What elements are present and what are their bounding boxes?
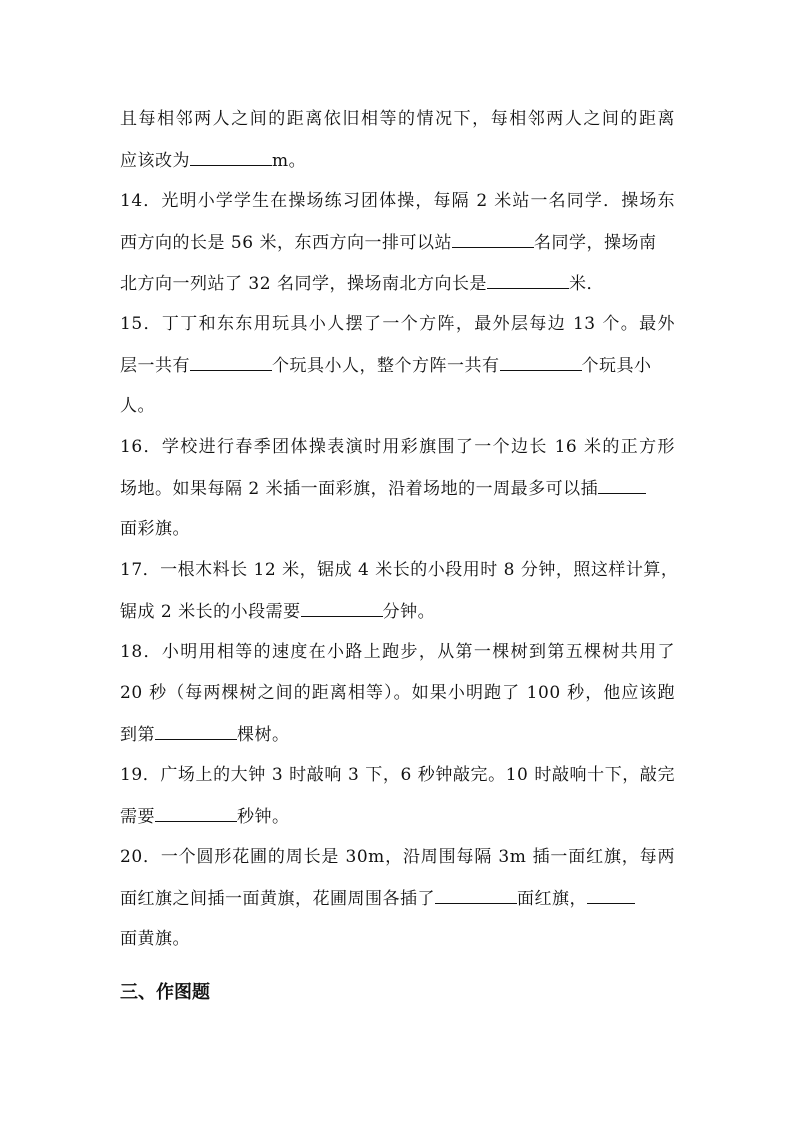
- answer-blank[interactable]: [435, 887, 517, 904]
- q14-line-3: 北方向一列站了 32 名同学，操场南北方向长是 米．: [120, 274, 604, 294]
- answer-blank[interactable]: [190, 149, 272, 166]
- q14-line-1: 14．光明小学学生在操场练习团体操，每隔 2 米站一名同学．操场东: [120, 191, 675, 211]
- q17-line-1: 17．一根木料长 12 米，锯成 4 米长的小段用时 8 分钟，照这样计算，: [120, 560, 679, 580]
- answer-blank[interactable]: [487, 272, 569, 289]
- answer-blank[interactable]: [587, 887, 635, 904]
- q20-line-2: 面红旗之间插一面黄旗，花圃周围各插了 面红旗，: [120, 887, 675, 910]
- q16-line-1: 16．学校进行春季团体操表演时用彩旗围了一个边长 16 米的正方形: [120, 437, 675, 457]
- answer-blank[interactable]: [452, 231, 534, 248]
- answer-blank[interactable]: [301, 600, 383, 617]
- answer-blank[interactable]: [598, 477, 646, 494]
- answer-blank[interactable]: [155, 805, 237, 822]
- q13-line-2: 应该改为 m。: [120, 151, 307, 171]
- q17-line-2: 锯成 2 米长的小段需要 分钟。: [120, 602, 436, 622]
- q18-line-2: 20 秒（每两棵树之间的距离相等）。如果小明跑了 100 秒，他应该跑: [120, 683, 675, 703]
- answer-blank[interactable]: [500, 354, 582, 371]
- q15-line-3: 人。: [120, 396, 155, 416]
- answer-blank[interactable]: [190, 354, 272, 371]
- q18-line-3: 到第 棵树。: [120, 725, 290, 745]
- q19-line-1: 19．广场上的大钟 3 时敲响 3 下，6 秒钟敲完。10 时敲响十下，敲完: [120, 765, 675, 785]
- q15-line-2: 层一共有 个玩具小人，整个方阵一共有 个玩具小: [120, 356, 652, 376]
- q15-line-1: 15．丁丁和东东用玩具小人摆了一个方阵，最外层每边 13 个。最外: [120, 314, 675, 334]
- q14-line-2: 西方向的长是 56 米，东西方向一排可以站 名同学，操场南: [120, 233, 657, 253]
- section-heading: 三、作图题: [120, 982, 210, 1003]
- q18-line-1: 18．小明用相等的速度在小路上跑步，从第一棵树到第五棵树共用了: [120, 642, 675, 662]
- q13-line-1: 且每相邻两人之间的距离依旧相等的情况下，每相邻两人之间的距离: [120, 109, 675, 129]
- q16-line-2: 场地。如果每隔 2 米插一面彩旗，沿着场地的一周最多可以插: [120, 477, 675, 500]
- q16-line-3: 面彩旗。: [120, 519, 190, 539]
- q20-line-3: 面黄旗。: [120, 929, 190, 949]
- answer-blank[interactable]: [155, 723, 237, 740]
- q20-line-1: 20．一个圆形花圃的周长是 30m，沿周围每隔 3m 插一面红旗，每两: [120, 847, 675, 867]
- q19-line-2: 需要 秒钟。: [120, 807, 290, 827]
